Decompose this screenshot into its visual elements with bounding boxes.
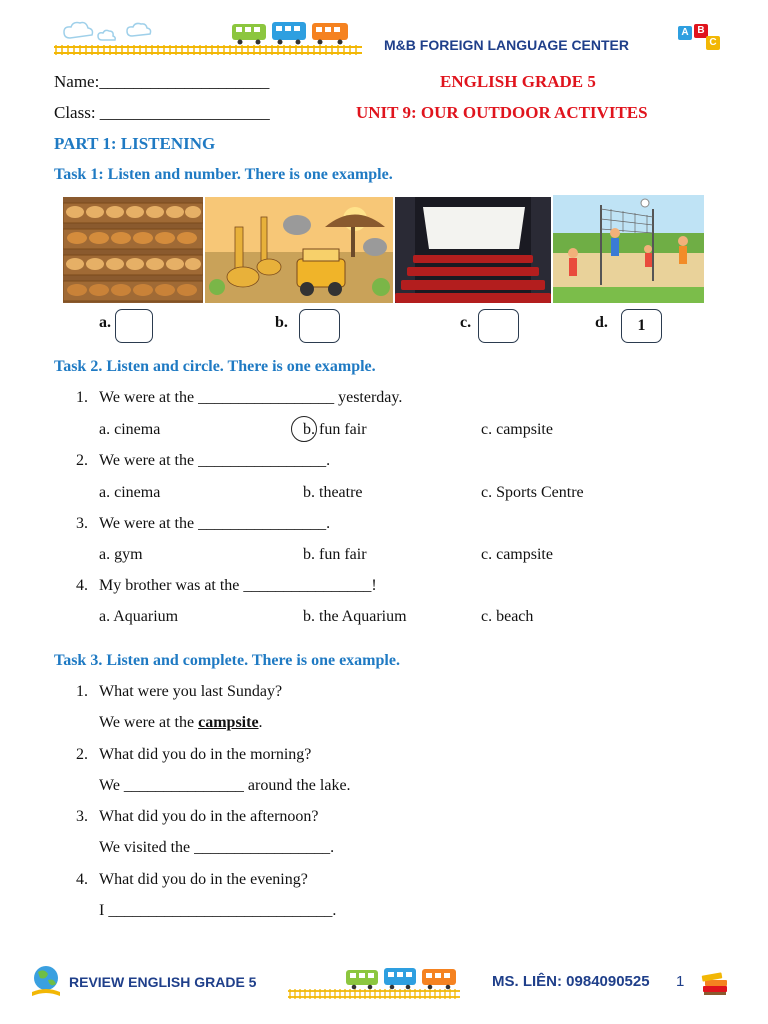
volleyball-image [553, 195, 704, 303]
grade-title: ENGLISH GRADE 5 [440, 72, 596, 91]
task3-title: Task 3. Listen and complete. There is one example. [54, 652, 400, 669]
books-icon [700, 968, 730, 998]
name-field-label: Name:____________________ [54, 72, 270, 91]
task3-q4-answer[interactable]: I ____________________________. [99, 902, 337, 919]
task3-q1-number: 1. [76, 683, 88, 700]
task1-answer-box-d[interactable]: 1 [621, 309, 662, 343]
task3-q3-question: What did you do in the afternoon? [99, 808, 319, 825]
task3-q1-answer [99, 714, 263, 732]
task2-q4-text: My brother was at the ________________! [99, 577, 377, 594]
unit-title: UNIT 9: OUR OUTDOOR ACTIVITES [356, 103, 648, 122]
task1-title: Task 1: Listen and number. There is one example. [54, 166, 393, 183]
task3-q2-answer[interactable]: We _______________ around the lake. [99, 777, 351, 794]
task2-q1-number: 1. [76, 389, 88, 406]
cloud-icon [64, 23, 151, 41]
task3-q1-question: What were you last Sunday? [99, 683, 283, 700]
task3-q2-question: What did you do in the morning? [99, 746, 312, 763]
task2-q3-option-b[interactable]: b. fun fair [303, 546, 367, 563]
task2-q3-option-c[interactable]: c. campsite [481, 546, 553, 563]
train-icon [232, 22, 348, 45]
task3-q2-number: 2. [76, 746, 88, 763]
task2-q4-option-c[interactable]: c. beach [481, 608, 534, 625]
task1-letter-a: a. [99, 314, 111, 331]
task2-q4-option-a[interactable]: a. Aquarium [99, 608, 179, 625]
task2-title: Task 2. Listen and circle. There is one example. [54, 358, 376, 375]
abc-block-b: B [694, 24, 708, 38]
task2-q4-option-b[interactable]: b. the Aquarium [303, 608, 407, 625]
header-train-decoration [52, 18, 364, 58]
globe-book-icon [30, 964, 62, 998]
train-icon [346, 968, 456, 989]
task1-letter-d: d. [595, 314, 608, 331]
task1-answer-box-c[interactable] [478, 309, 519, 343]
task2-q1-option-c[interactable]: c. campsite [481, 421, 553, 438]
task2-q2-option-a[interactable]: a. cinema [99, 484, 161, 501]
task2-q3-number: 3. [76, 515, 88, 532]
abc-block-c: C [706, 36, 720, 50]
task2-q4-number: 4. [76, 577, 88, 594]
task3-q3-number: 3. [76, 808, 88, 825]
task3-q1-answer-prefix: We were at the [99, 714, 199, 731]
abc-block-a: A [678, 26, 692, 40]
page-number: 1 [676, 973, 685, 990]
footer-teacher-contact: MS. LIÊN: 0984090525 [492, 973, 650, 990]
task1-answer-box-b[interactable] [299, 309, 340, 343]
task3-q4-number: 4. [76, 871, 88, 888]
task2-q2-option-b[interactable]: b. theatre [303, 484, 363, 501]
task2-q3-text: We were at the ________________. [99, 515, 331, 532]
safari-image [205, 197, 393, 303]
task2-q2-text: We were at the ________________. [99, 452, 331, 469]
rail-track [54, 47, 362, 53]
task3-q1-answer-word: campsite [198, 714, 259, 731]
task2-q2-number: 2. [76, 452, 88, 469]
class-field-label: Class: ____________________ [54, 103, 270, 122]
footer-left-text: REVIEW ENGLISH GRADE 5 [69, 974, 257, 990]
task1-answer-box-a[interactable] [115, 309, 153, 343]
task2-q2-option-c[interactable]: c. Sports Centre [481, 484, 584, 501]
task2-q3-option-a[interactable]: a. gym [99, 546, 143, 563]
task3-q4-question: What did you do in the evening? [99, 871, 308, 888]
center-name: M&B FOREIGN LANGUAGE CENTER [384, 37, 629, 53]
task1-letter-c: c. [460, 314, 472, 331]
task1-letter-b: b. [275, 314, 288, 331]
task2-q1-text: We were at the _________________ yesterday. [99, 389, 403, 406]
task2-q1-option-b[interactable]: b. fun fair [303, 421, 367, 438]
part-title: PART 1: LISTENING [54, 134, 216, 153]
task3-q1-answer-suffix: . [258, 714, 263, 731]
bakery-image [63, 197, 203, 303]
task2-q1-option-a[interactable]: a. cinema [99, 421, 161, 438]
task3-q3-answer[interactable]: We visited the _________________. [99, 839, 335, 856]
abc-blocks-icon [676, 24, 724, 54]
cinema-image [395, 197, 551, 303]
footer-train-decoration [286, 966, 462, 1002]
